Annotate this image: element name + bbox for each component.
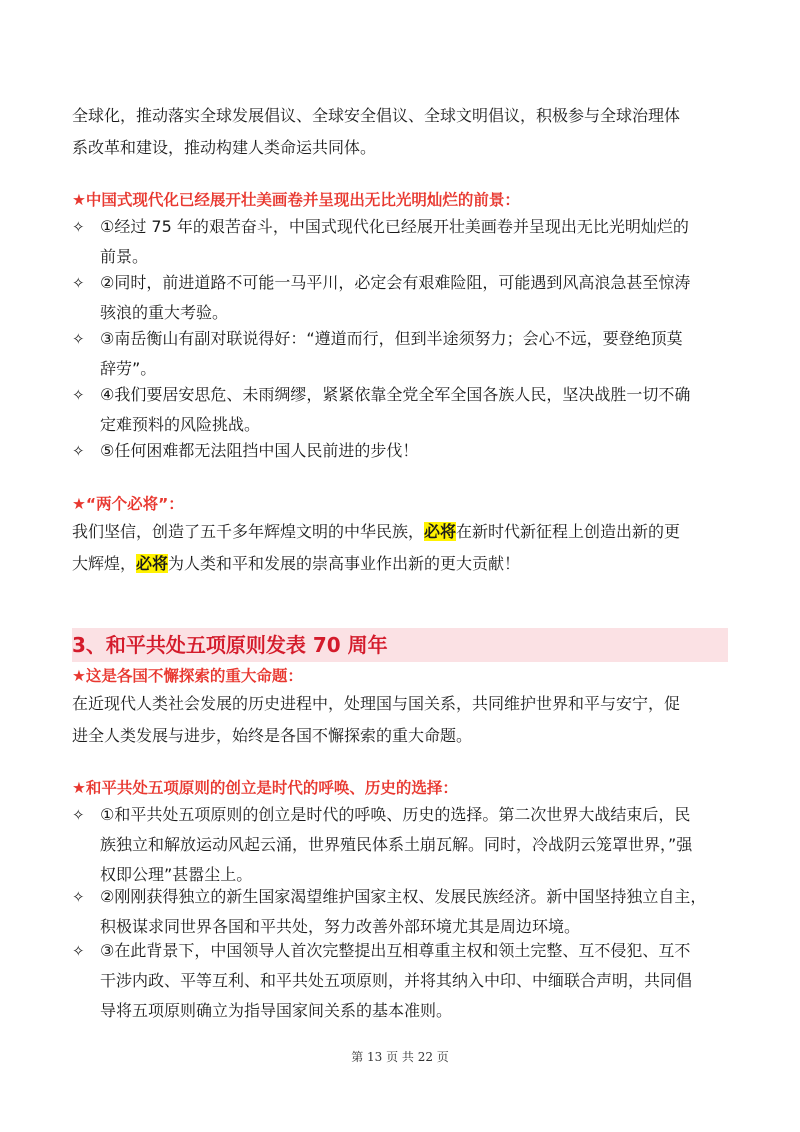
sub1-line: 在近现代人类社会发展的历史进程中，处理国与国关系，共同维护世界和平与安宁，促 bbox=[72, 694, 681, 713]
item-line: 前景。 bbox=[100, 247, 149, 266]
highlight-bijiang: 必将 bbox=[424, 522, 457, 541]
item-line: ③南岳衡山有副对联说得好：“遵道而行，但到半途须努力；会心不远，要登绝顶莫 bbox=[100, 329, 683, 348]
intro-paragraph bbox=[72, 100, 732, 164]
intro-line: 系改革和建设，推动构建人类命运共同体。 bbox=[72, 138, 377, 157]
list-item bbox=[72, 882, 732, 942]
intro-line: 全球化，推动落实全球发展倡议、全球安全倡议、全球文明倡议，积极参与全球治理体 bbox=[72, 106, 681, 125]
diamond-star-icon: ✧ bbox=[72, 942, 85, 960]
page-footer: 第 13 页 共 22 页 bbox=[351, 1050, 449, 1064]
sub1-paragraph bbox=[72, 688, 732, 752]
item-line: 积极谋求同世界各国和平共处，努力改善外部环境尤其是周边环境。 bbox=[100, 917, 581, 936]
highlight-bijiang: 必将 bbox=[136, 554, 169, 573]
item-line: 导将五项原则确立为指导国家间关系的基本准则。 bbox=[100, 1001, 453, 1020]
list-item bbox=[72, 380, 732, 440]
item-line: ①经过 75 年的艰苦奋斗，中国式现代化已经展开壮美画卷并呈现出无比光明灿烂的 bbox=[100, 217, 689, 236]
item-line: 辞劳”。 bbox=[100, 359, 157, 378]
diamond-star-icon: ✧ bbox=[72, 218, 85, 236]
item-line: 定难预料的风险挑战。 bbox=[100, 415, 261, 434]
item-line: ④我们要居安思危、未雨绸缪，紧紧依靠全党全军全国各族人民，坚决战胜一切不确 bbox=[100, 385, 691, 404]
sub2-heading: ★和平共处五项原则的创立是时代的呼唤、历史的选择： bbox=[72, 779, 458, 797]
item-line: ②刚刚获得独立的新生国家渴望维护国家主权、发展民族经济。新中国坚持独立自主， bbox=[100, 887, 707, 906]
sub1-heading: ★这是各国不懈探索的重大命题： bbox=[72, 667, 303, 685]
diamond-star-icon: ✧ bbox=[72, 330, 85, 348]
list-item bbox=[72, 436, 732, 466]
item-line: ⑤任何困难都无法阻挡中国人民前进的步伐！ bbox=[100, 441, 419, 460]
list-item bbox=[72, 212, 732, 272]
two-musts-line: 我们坚信，创造了五千多年辉煌文明的中华民族，必将在新时代新征程上创造出新的更 bbox=[72, 522, 681, 541]
list-item bbox=[72, 800, 732, 890]
item-line: 骇浪的重大考验。 bbox=[100, 303, 229, 322]
list-item bbox=[72, 936, 732, 1026]
item-line: ②同时，前进道路不可能一马平川，必定会有艰难险阻，可能遇到风高浪急甚至惊涛 bbox=[100, 273, 691, 292]
sub1-line: 进全人类发展与进步，始终是各国不懈探索的重大命题。 bbox=[72, 726, 473, 745]
item-line: 权即公理”甚嚣尘上。 bbox=[100, 865, 253, 884]
item-line: ③在此背景下，中国领导人首次完整提出互相尊重主权和领土完整、互不侵犯、互不 bbox=[100, 941, 691, 960]
item-line: 族独立和解放运动风起云涌，世界殖民体系土崩瓦解。同时，冷战阴云笼罩世界，”强 bbox=[100, 835, 693, 854]
section-title: 3、和平共处五项原则发表 70 周年 bbox=[72, 633, 388, 657]
diamond-star-icon: ✧ bbox=[72, 274, 85, 292]
list-item bbox=[72, 324, 732, 384]
item-line: ①和平共处五项原则的创立是时代的呼唤、历史的选择。第二次世界大战结束后，民 bbox=[100, 805, 691, 824]
diamond-star-icon: ✧ bbox=[72, 806, 85, 824]
two-musts-paragraph bbox=[72, 516, 732, 580]
two-musts-heading: ★“两个必将”： bbox=[72, 495, 184, 513]
list-item bbox=[72, 268, 732, 328]
prospect-heading: ★中国式现代化已经展开壮美画卷并呈现出无比光明灿烂的前景： bbox=[72, 191, 520, 209]
item-line: 干涉内政、平等互利、和平共处五项原则，并将其纳入中印、中缅联合声明，共同倡 bbox=[100, 971, 693, 990]
diamond-star-icon: ✧ bbox=[72, 888, 85, 906]
diamond-star-icon: ✧ bbox=[72, 386, 85, 404]
diamond-star-icon: ✧ bbox=[72, 442, 85, 460]
two-musts-line: 大辉煌，必将为人类和平和发展的崇高事业作出新的更大贡献！ bbox=[72, 554, 521, 573]
